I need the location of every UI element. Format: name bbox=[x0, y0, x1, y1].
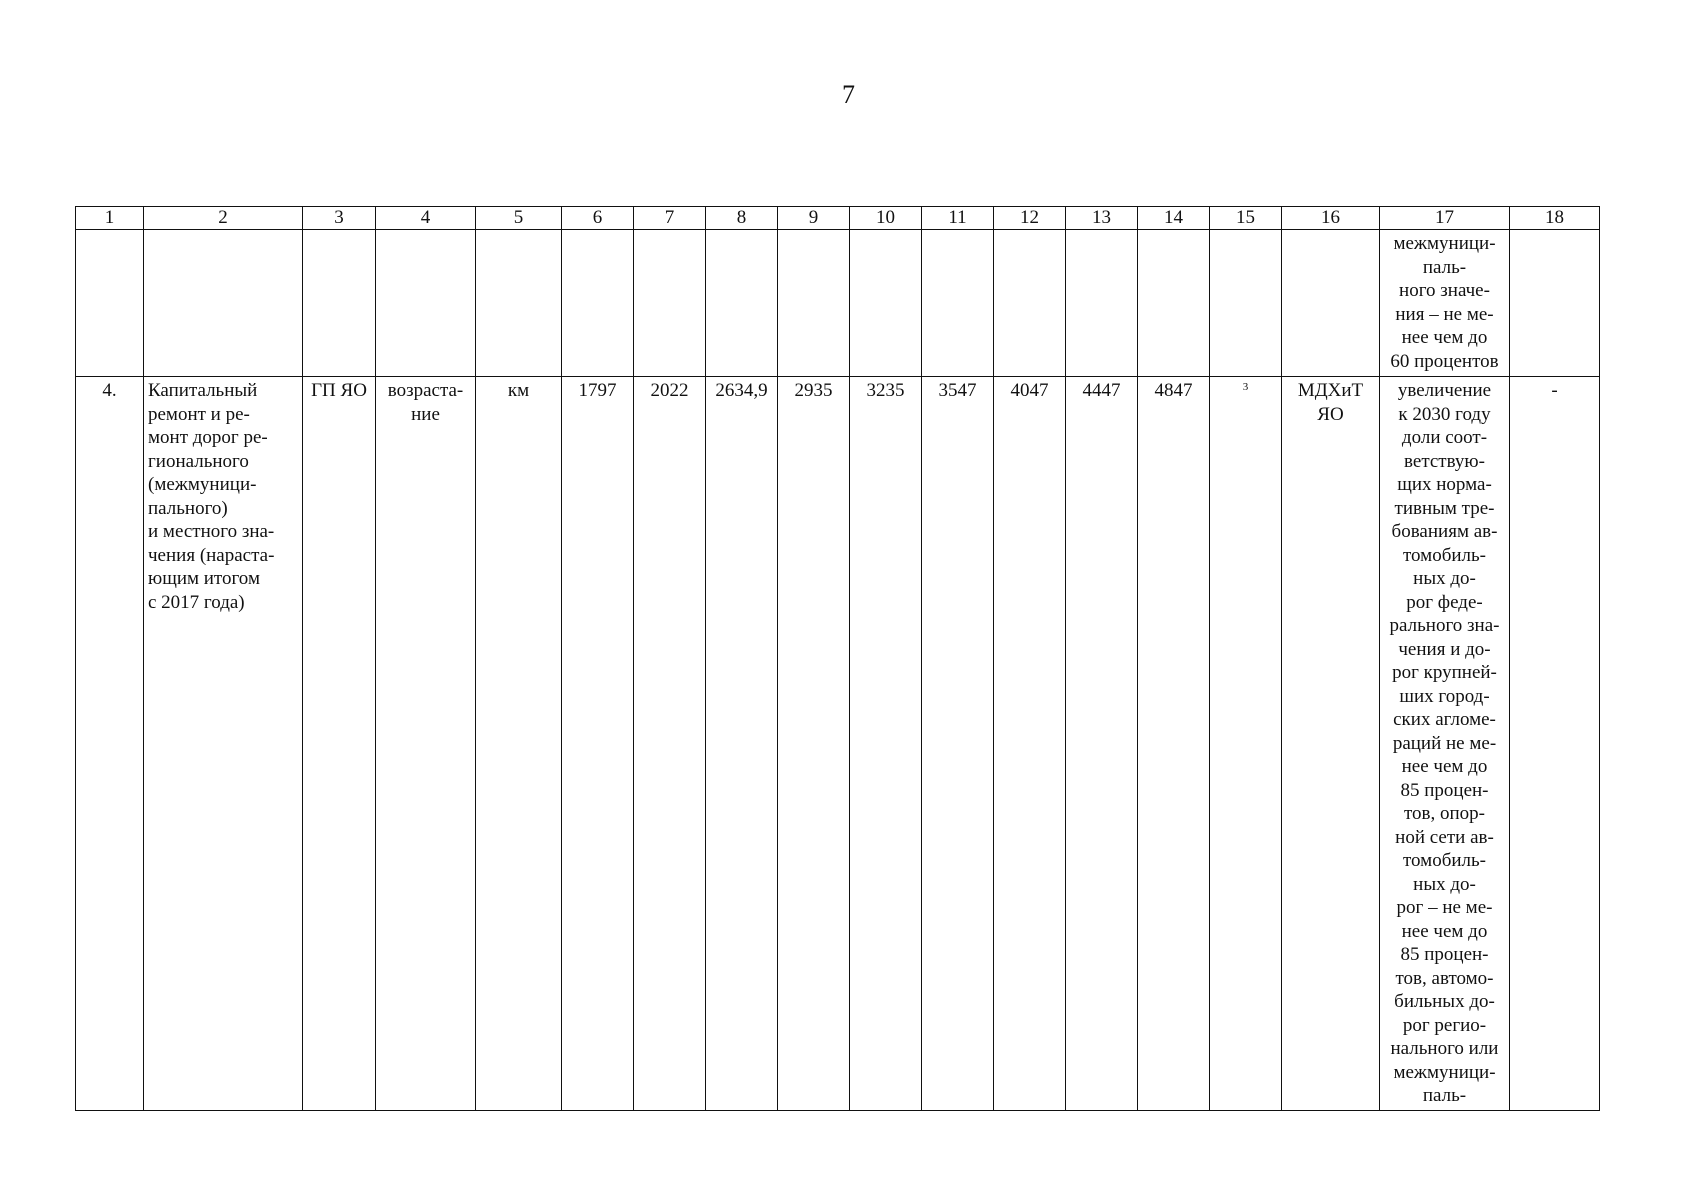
value-cell: 2022 bbox=[634, 377, 706, 1111]
empty-cell bbox=[706, 230, 778, 377]
header-cell: 13 bbox=[1066, 207, 1138, 230]
value-cell: 4847 bbox=[1138, 377, 1210, 1111]
indicator-name-cell: Капитальный ремонт и ре- монт дорог ре- гионального (межмуници- пального) и местного зна- чения (нараста- ющим итогом с 2017 года) bbox=[144, 377, 303, 1111]
value-cell: 3547 bbox=[922, 377, 994, 1111]
header-cell: 15 bbox=[1210, 207, 1282, 230]
header-cell: 14 bbox=[1138, 207, 1210, 230]
empty-cell bbox=[634, 230, 706, 377]
unit-cell: км bbox=[476, 377, 562, 1111]
header-cell: 4 bbox=[376, 207, 476, 230]
header-cell: 9 bbox=[778, 207, 850, 230]
empty-cell bbox=[562, 230, 634, 377]
page-number: 7 bbox=[842, 80, 855, 109]
header-cell: 5 bbox=[476, 207, 562, 230]
empty-cell bbox=[922, 230, 994, 377]
empty-cell bbox=[1510, 230, 1600, 377]
row-number-cell: 4. bbox=[76, 377, 144, 1111]
table-row bbox=[76, 377, 1600, 1111]
empty-cell bbox=[1210, 230, 1282, 377]
responsible-cell: МДХиТ ЯО bbox=[1282, 377, 1380, 1111]
indicators-table bbox=[75, 206, 1600, 1111]
value-cell: 2935 bbox=[778, 377, 850, 1111]
goal-continuation-cell: межмуници- паль- ного значе- ния – не ме- нее чем до 60 процентов bbox=[1380, 230, 1510, 377]
direction-cell: возраста- ние bbox=[376, 377, 476, 1111]
empty-cell bbox=[1282, 230, 1380, 377]
goal-cell: увеличение к 2030 году доли соот- ветствую- щих норма- тивным тре- бованиям ав- томобиль- ных до- рог феде- рального зна- чения и до- рог крупней- ших город- ских агломе- раций не ме- нее чем до 85 процен- тов, опор- ной сети ав- томобиль- ных до- рог – не ме- нее чем до 85 процен- тов, автомо- бильных до- рог регио- нального или межмуници- паль- bbox=[1380, 377, 1510, 1111]
header-cell: 1 bbox=[76, 207, 144, 230]
program-cell: ГП ЯО bbox=[303, 377, 376, 1111]
value-cell: 3235 bbox=[850, 377, 922, 1111]
footnote-cell bbox=[1210, 377, 1282, 1111]
header-row bbox=[76, 207, 1600, 230]
header-cell: 6 bbox=[562, 207, 634, 230]
header-cell: 7 bbox=[634, 207, 706, 230]
empty-cell bbox=[76, 230, 144, 377]
empty-cell bbox=[994, 230, 1066, 377]
empty-cell bbox=[1066, 230, 1138, 377]
value-cell: 1797 bbox=[562, 377, 634, 1111]
empty-cell bbox=[778, 230, 850, 377]
empty-cell bbox=[144, 230, 303, 377]
header-cell: 12 bbox=[994, 207, 1066, 230]
header-cell: 16 bbox=[1282, 207, 1380, 230]
footnote-mark: 3 bbox=[1242, 381, 1249, 393]
empty-cell bbox=[376, 230, 476, 377]
header-cell: 18 bbox=[1510, 207, 1600, 230]
header-cell: 8 bbox=[706, 207, 778, 230]
empty-cell bbox=[1138, 230, 1210, 377]
header-cell: 3 bbox=[303, 207, 376, 230]
col18-cell: - bbox=[1510, 377, 1600, 1111]
header-cell: 2 bbox=[144, 207, 303, 230]
empty-cell bbox=[476, 230, 562, 377]
empty-cell bbox=[303, 230, 376, 377]
value-cell: 4447 bbox=[1066, 377, 1138, 1111]
continuation-row bbox=[76, 230, 1600, 377]
value-cell: 2634,9 bbox=[706, 377, 778, 1111]
header-cell: 10 bbox=[850, 207, 922, 230]
value-cell: 4047 bbox=[994, 377, 1066, 1111]
empty-cell bbox=[850, 230, 922, 377]
header-cell: 11 bbox=[922, 207, 994, 230]
header-cell: 17 bbox=[1380, 207, 1510, 230]
